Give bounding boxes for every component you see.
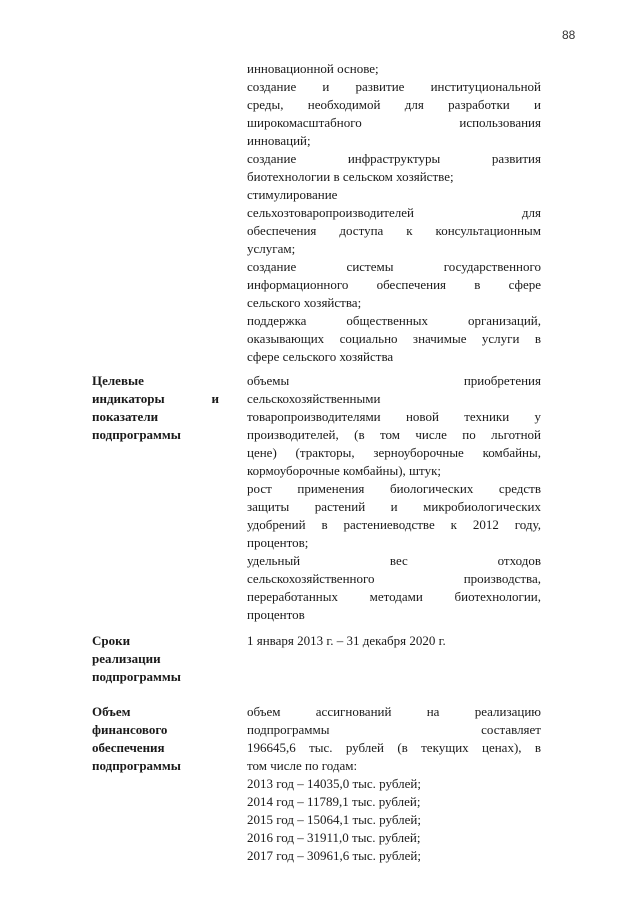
content-line: информационного обеспечения в сфере [247,277,541,292]
content-line: 196645,6 тыс. рублей (в текущих ценах), в [247,740,541,755]
section-content [247,372,541,624]
content-line: 2017 год – 30961,6 тыс. рублей; [247,848,421,863]
content-line: создание и развитие институциональной [247,79,541,94]
section-label-line: подпрограммы [92,669,181,684]
content-line: процентов [247,607,305,622]
content-line: среды, необходимой для разработки и [247,97,541,112]
content-line: процентов; [247,535,309,550]
section-label [92,703,219,775]
page-number: 88 [562,28,576,42]
section-label [92,372,219,444]
section-label-line: финансового [92,722,168,737]
content-line: сельского хозяйства; [247,295,362,310]
content-line: переработанных методами биотехнологии, [247,589,541,604]
content-line: подпрограммы составляет [247,722,541,737]
content-line: удельный вес отходов [247,553,541,568]
content-line: товаропроизводителями новой техники у [247,409,541,424]
content-line: 1 января 2013 г. – 31 декабря 2020 г. [247,633,446,648]
content-line: защиты растений и микробиологических [247,499,541,514]
content-line: рост применения биологических средств [247,481,541,496]
content-line: том числе по годам: [247,758,358,773]
content-line: стимулирование [247,187,338,202]
content-line: поддержка общественных организаций, [247,313,541,328]
section-label [92,632,219,686]
content-line: удобрений в растениеводстве к 2012 году, [247,517,541,532]
section-label-line: обеспечения [92,740,165,755]
content-line: обеспечения доступа к консультационным [247,223,541,238]
content-line: производителей, (в том числе по льготной [247,427,541,442]
content-line: объемы приобретения [247,373,541,388]
content-line: инновационной основе; [247,61,379,76]
section-label-line: индикаторы и [92,391,219,406]
content-line: сельхозтоваропроизводителей для [247,205,541,220]
content-line: инноваций; [247,133,311,148]
content-line: 2016 год – 31911,0 тыс. рублей; [247,830,421,845]
content-line: объем ассигнований на реализацию [247,704,541,719]
section-label-line: реализации [92,651,161,666]
section-label-line: Объем [92,704,131,719]
content-line: кормоуборочные комбайны), штук; [247,463,441,478]
content-line: сельскохозяйственными [247,391,381,406]
content-line: цене) (тракторы, зерноуборочные комбайны, [247,445,541,460]
section-label-line: Целевые [92,373,144,388]
content-line: сфере сельского хозяйства [247,349,394,364]
section-content [247,632,541,650]
section-label-line: показатели [92,409,159,424]
section-label-line: подпрограммы [92,758,181,773]
content-line: 2015 год – 15064,1 тыс. рублей; [247,812,421,827]
section-content [247,703,541,865]
content-line: оказывающих социально значимые услуги в [247,331,541,346]
content-line: создание системы государственного [247,259,541,274]
content-line: 2013 год – 14035,0 тыс. рублей; [247,776,421,791]
content-line: создание инфраструктуры развития [247,151,541,166]
section-content [247,60,541,366]
content-line: широкомасштабного использования [247,115,541,130]
content-line: услугам; [247,241,296,256]
content-line: сельскохозяйственного производства, [247,571,541,586]
section-label-line: подпрограммы [92,427,181,442]
content-line: биотехнологии в сельском хозяйстве; [247,169,454,184]
section-label-line: Сроки [92,633,131,648]
content-line: 2014 год – 11789,1 тыс. рублей; [247,794,421,809]
